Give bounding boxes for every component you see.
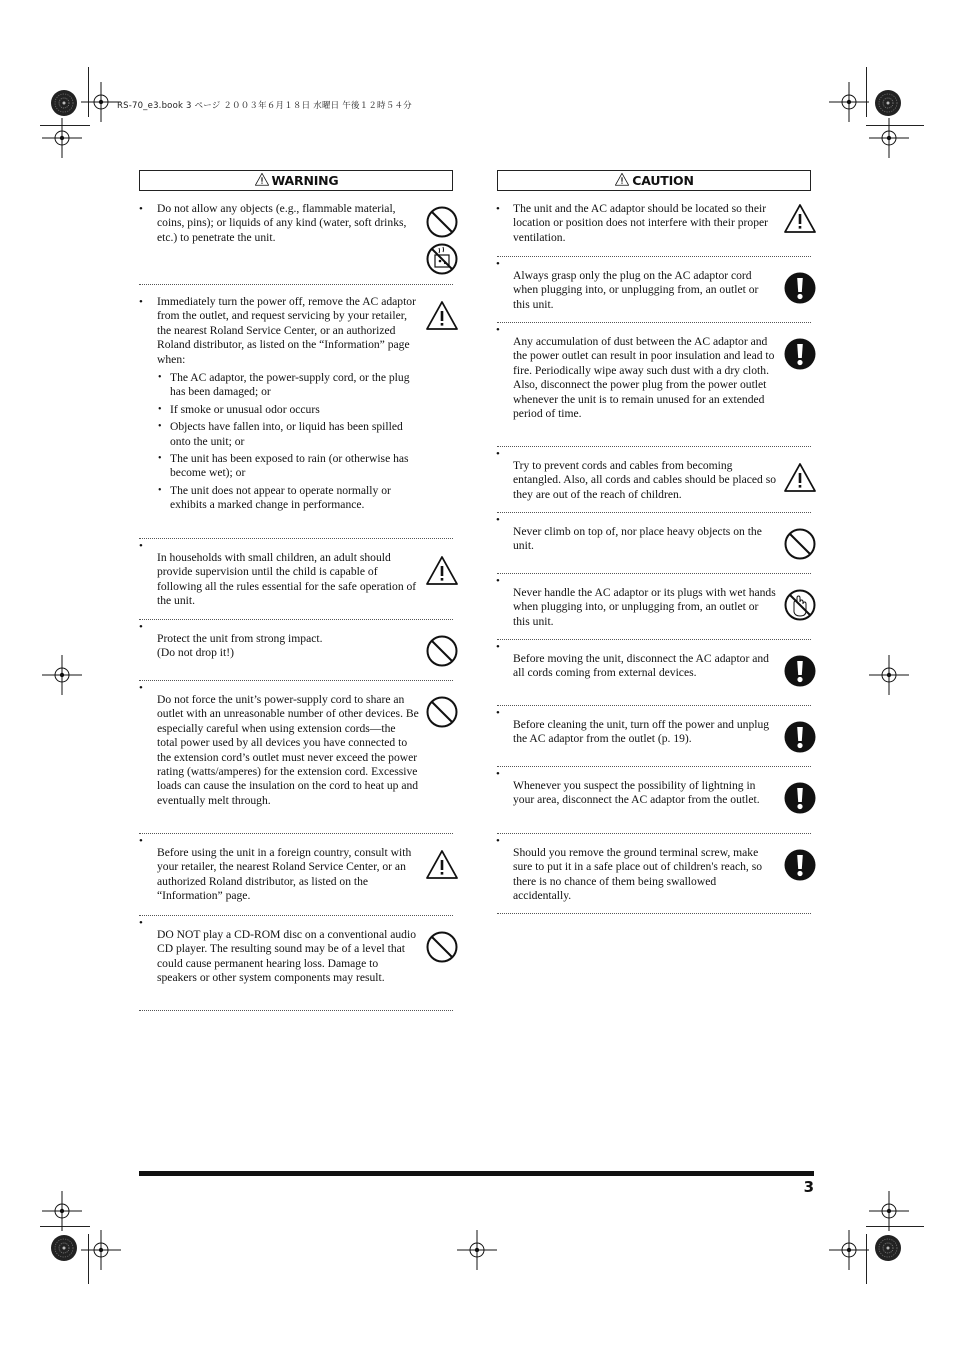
- warning-column: [139, 170, 453, 1011]
- mandatory-exclamation-icon: [783, 271, 817, 305]
- caution-item-text: • Before cleaning the unit, turn off the power and unplug the AC adaptor from the outlet (p. 19).: [513, 706, 777, 747]
- warning-title: WARNING: [271, 173, 339, 188]
- warning-heading: [139, 170, 453, 191]
- registration-star-icon: [49, 1233, 79, 1263]
- caution-title: CAUTION: [632, 173, 694, 188]
- warning-triangle-icon: [783, 461, 817, 495]
- caution-heading: [497, 170, 811, 191]
- crosshair-icon: [457, 1230, 497, 1270]
- condition-item: • Objects have fallen into, or liquid has been spilled onto the unit; or: [157, 420, 419, 449]
- crosshair-icon: [869, 1191, 909, 1231]
- caution-item-text: • Before moving the unit, disconnect the AC adaptor and all cords coming from external devices.: [513, 640, 777, 681]
- crosshair-icon: [829, 1230, 869, 1270]
- caution-item: [497, 513, 811, 574]
- crosshair-icon: [869, 118, 909, 158]
- caution-item-text: • Should you remove the ground terminal screw, make sure to put it in a safe place out of children's reach, so there is no chance of them being swallowed accidentally.: [513, 834, 777, 904]
- caution-item: [497, 447, 811, 513]
- caution-item: [497, 834, 811, 914]
- warning-triangle-icon: [425, 554, 459, 588]
- mandatory-exclamation-icon: [783, 654, 817, 688]
- caution-item: [497, 257, 811, 323]
- print-header: RS-70_e3.book 3 ページ ２００３年６月１８日 水曜日 午後１２時５４分: [117, 101, 412, 111]
- no-liquid-icon: [425, 242, 459, 276]
- condition-item: • The AC adaptor, the power-supply cord, or the plug has been damaged; or: [157, 371, 419, 400]
- crosshair-icon: [42, 118, 82, 158]
- warning-item-text: • Immediately turn the power off, remove the AC adaptor from the outlet, and request servicing by your retailer, the nearest Roland Service Center, or an authorized Roland distributor, as listed on the “Information” page when: • The AC adaptor, the power-supply cord, or the plug has been damaged; or • If smoke or unusual odor occurs • Objects have fallen into, or liquid has been spilled onto the unit; or • The unit has been exposed to rain (or otherwise has become wet); or • The unit does not appear to operate normally or exhibits a marked change in performance.: [157, 295, 419, 513]
- warning-item-text: • Do not allow any objects (e.g., flammable material, coins, pins); or liquids of any kind (water, soft drinks, etc.) to penetrate the unit.: [157, 202, 419, 245]
- prohibited-icon: [425, 634, 459, 668]
- caution-item: [497, 767, 811, 834]
- caution-item-text: • Try to prevent cords and cables from becoming entangled. Also, all cords and cables should be placed so they are out of the reach of children.: [513, 447, 777, 502]
- prohibited-icon: [425, 930, 459, 964]
- crosshair-icon: [829, 82, 869, 122]
- warning-item: [139, 539, 453, 620]
- page-number: 3: [803, 1178, 814, 1196]
- caution-item-text: • The unit and the AC adaptor should be located so their location or position does not interfere with their proper ventilation.: [513, 202, 777, 245]
- caution-item-text: • Always grasp only the plug on the AC adaptor cord when plugging into, or unplugging from, an outlet or this unit.: [513, 257, 777, 312]
- caution-column: [497, 170, 811, 914]
- crosshair-icon: [42, 655, 82, 695]
- warning-item-text: • Do not force the unit’s power-supply cord to share an outlet with an unreasonable number of other devices. Be especially careful when using extension cords—the total power used by all devices you have connected to the extension cord’s outlet must never exceed the power rating (watts/amperes) for the extension cord. Excessive loads can cause the insulation on the cord to heat up and eventually melt through.: [157, 681, 419, 808]
- warning-triangle-icon: [254, 172, 270, 187]
- warning-item: [139, 834, 453, 916]
- no-wet-hands-icon: [783, 588, 817, 622]
- caution-item: [497, 323, 811, 447]
- mandatory-exclamation-icon: [783, 848, 817, 882]
- registration-star-icon: [873, 88, 903, 118]
- warning-item-text: • Before using the unit in a foreign country, consult with your retailer, the nearest Roland Service Center, or an authorized Roland distributor, as listed on the “Information” page.: [157, 834, 419, 904]
- mandatory-exclamation-icon: [783, 720, 817, 754]
- caution-item-text: • Never handle the AC adaptor or its plugs with wet hands when plugging into, or unplugging from, an outlet or this unit.: [513, 574, 777, 629]
- warning-triangle-icon: [783, 202, 817, 236]
- warning-triangle-icon: [614, 172, 630, 187]
- caution-item-text: • Any accumulation of dust between the AC adaptor and the power outlet can result in poor insulation and lead to fire. Periodically wipe away such dust with a dry cloth. Also, disconnect the power plug from the power outlet whenever the unit is to remain unused for an extended period of time.: [513, 323, 777, 421]
- warning-triangle-icon: [425, 299, 459, 333]
- caution-item-text: • Whenever you suspect the possibility of lightning in your area, disconnect the AC adaptor from the outlet.: [513, 767, 777, 808]
- crosshair-icon: [869, 655, 909, 695]
- warning-item-text: • DO NOT play a CD-ROM disc on a conventional audio CD player. The resulting sound may be of a level that could cause permanent hearing loss. Damage to speakers or other system components may result.: [157, 916, 419, 986]
- registration-star-icon: [873, 1233, 903, 1263]
- registration-star-icon: [49, 88, 79, 118]
- warning-item-text: • Protect the unit from strong impact. (Do not drop it!): [157, 620, 419, 661]
- prohibited-icon: [425, 205, 459, 239]
- condition-list: [157, 371, 419, 513]
- prohibited-icon: [783, 527, 817, 561]
- crosshair-icon: [42, 1191, 82, 1231]
- crosshair-icon: [81, 1230, 121, 1270]
- warning-item: [139, 202, 453, 285]
- mandatory-exclamation-icon: [783, 781, 817, 815]
- mandatory-exclamation-icon: [783, 337, 817, 371]
- warning-triangle-icon: [425, 848, 459, 882]
- caution-item: [497, 706, 811, 767]
- warning-item: [139, 620, 453, 681]
- caution-item: [497, 574, 811, 640]
- warning-item: [139, 681, 453, 834]
- prohibited-icon: [425, 695, 459, 729]
- caution-item: [497, 202, 811, 257]
- condition-item: • The unit does not appear to operate normally or exhibits a marked change in performance.: [157, 484, 419, 513]
- caution-item: [497, 640, 811, 706]
- footer-rule: [139, 1171, 814, 1176]
- warning-item-text: • In households with small children, an adult should provide supervision until the child is capable of following all the rules essential for the safe operation of the unit.: [157, 539, 419, 609]
- warning-item: [139, 916, 453, 1011]
- crosshair-icon: [81, 82, 121, 122]
- warning-item: [139, 295, 453, 539]
- condition-item: • The unit has been exposed to rain (or otherwise has become wet); or: [157, 452, 419, 481]
- caution-item-text: • Never climb on top of, nor place heavy objects on the unit.: [513, 513, 777, 554]
- condition-item: • If smoke or unusual odor occurs: [157, 403, 419, 417]
